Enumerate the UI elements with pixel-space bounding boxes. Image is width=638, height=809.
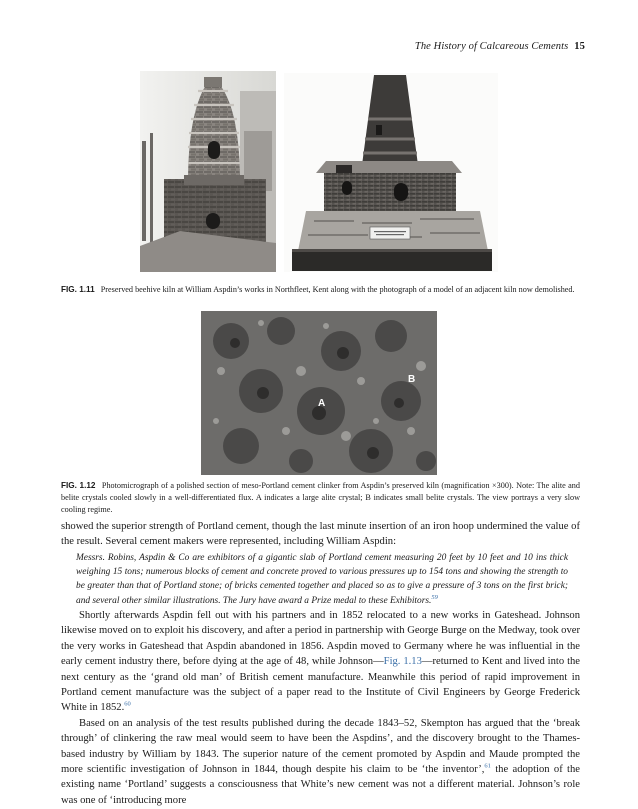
beehive-kiln-photo — [140, 71, 276, 272]
quote-text: Messrs. Robins, Aspdin & Co are exhibitors of a gigantic slab of Portland cement measuring 20 feet by 10 feet and 10 ins thick weighing 15 tons; numerous blocks of cement and concrete proved to various pressures up to 154 tons and showing the strength to be greater than that of Portland stone; of bricks cemented together and placed so as to give a pressure of 3 tons on the first brick; and several other similar illustrations. The Jury have award a Prize medal to these Exhibitors. — [76, 553, 568, 606]
figure-1-13-link[interactable]: Fig. 1.13 — [383, 656, 422, 668]
paragraph-text: Based on an analysis of the test results published during the decade 1843–52, Skempton has argued that the ‘break through’ of clinkering the raw meal would seem to have been the Aspdins’, and the discovery brought to the Thames-based industry by William by 1843. The superior nature of the cement promoted by Aspdin and Maude prompted the more scientific investigation of Johnson in 1844, though despite his claim to be ‘the inventor’, — [61, 717, 580, 776]
reference-61[interactable]: 61 — [484, 762, 491, 770]
caption-text: Photomicrograph of a polished section of meso-Portland cement clinker from Aspdin’s preserved kiln (magnification ×300). Note: The alite and belite crystals cooled slowly in a well-differentiated flux. A indicates a large alite crystal; B indicates small belite crystals. The view portrays a very slow cooling regime. — [61, 481, 580, 514]
reference-59[interactable]: 59 — [431, 593, 438, 601]
page-number: 15 — [574, 41, 585, 52]
kiln-model-photo — [284, 73, 498, 272]
paragraph-3 — [61, 716, 580, 808]
paragraphs-2-3 — [61, 608, 580, 808]
figure-label: FIG. 1.12 — [61, 481, 96, 490]
marker-a: A — [318, 398, 326, 409]
caption-text: Preserved beehive kiln at William Aspdin’s works in Northfleet, Kent along with the photograph of a model of an adjacent kiln now demolished. — [100, 285, 575, 294]
figure-1-12-caption — [61, 480, 580, 516]
block-quote — [76, 551, 568, 608]
paragraph-text: showed the superior strength of Portland cement, though the last minute insertion of an iron hoop undermined the value of the result. Several cement makers were represented, including William Aspdin: — [61, 521, 580, 548]
paragraph-text: —returned to Kent and lived into the next century as the ‘grand old man’ of British cement manufacture. Meanwhile this period of rapid improvement in Portland cement manufacture was the subject of a paper read to the Institute of Civil Engineers by George Frederick White in 1852. — [61, 656, 581, 714]
paragraph-2 — [61, 608, 580, 716]
reference-60[interactable]: 60 — [124, 700, 131, 708]
paragraph-1 — [61, 519, 580, 550]
photomicrograph — [201, 311, 437, 475]
marker-b: B — [408, 374, 416, 385]
paragraph-text: Shortly afterwards Aspdin fell out with his partners and in 1852 relocated to a new works in Gateshead. Johnson likewise moved on to exploit his discovery, and after a period in partnership with George Burge on the Medway, took over the very works in Gateshead that Aspdin abandoned in 1856. Aspdin moved to Germany where he was influential in the early cement industry there, before dying at the age of 48, while Johnson— — [61, 610, 580, 668]
paragraph-text: the adoption of the existing name ‘Portland’ suggests a consciousness that White’s new cement was not a different material. Johnson’s role was one of ‘introducing more — [61, 764, 580, 806]
figure-1-11-caption — [61, 284, 580, 296]
figure-label: FIG. 1.11 — [61, 285, 95, 294]
running-head — [415, 41, 585, 52]
running-head-title: The History of Calcareous Cements — [414, 41, 569, 52]
